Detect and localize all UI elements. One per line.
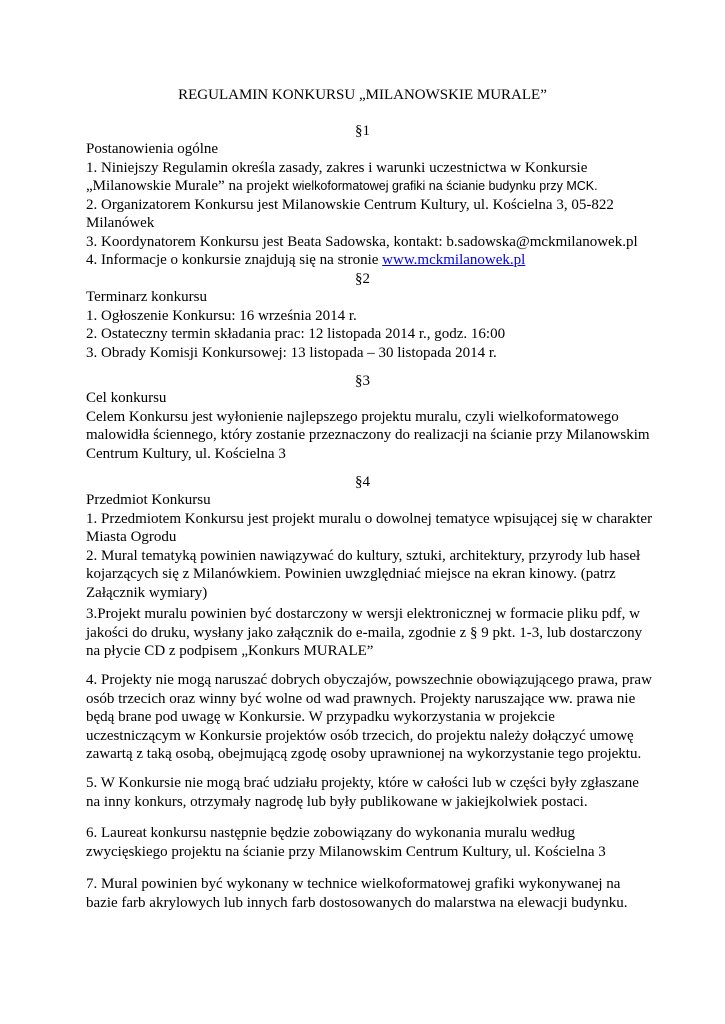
section-4-line: będą brane pod uwagę w Konkursie. W przypadku wykorzystania w projekcie — [86, 709, 555, 725]
section-4-line: zwycięskiego projektu na ścianie przy Milanowskim Centrum Kultury, ul. Kościelna 3 — [86, 843, 606, 860]
section-4-line: jakości do druku, wysłany jako załącznik do e-maila, zgodnie z § 9 pkt. 1-3, lub dostarczony — [86, 624, 643, 641]
section-4-symbol: §4 — [355, 474, 370, 490]
section-4-line: 5. W Konkursie nie mogą brać udziału projekty, które w całości lub w części były zgłaszane — [86, 775, 639, 791]
section-4-paragraph-3 — [86, 605, 646, 661]
section-4-line: Miasta Ogrodu — [86, 529, 177, 545]
section-1-symbol: §1 — [355, 123, 370, 139]
section-3-heading: Cel konkursu — [86, 390, 167, 406]
website-link[interactable]: www.mckmilanowek.pl — [382, 252, 526, 268]
section-4-line: 1. Przedmiotem Konkursu jest projekt muralu o dowolnej tematyce wpisującej się w charakter — [86, 510, 653, 527]
section-4-line: 4. Projekty nie mogą naruszać dobrych obyczajów, powszechnie obowiązującego prawa, praw — [86, 672, 652, 688]
section-4-paragraph-6 — [86, 824, 646, 861]
section-4-line: na inny konkurs, otrzymały nagrodę lub były publikowane w jakiejkolwiek postaci. — [86, 793, 588, 810]
section-2-heading: Terminarz konkursu — [86, 289, 207, 305]
section-4 — [86, 491, 653, 602]
section-4-heading: Przedmiot Konkursu — [86, 492, 211, 508]
section-1-line — [86, 251, 646, 270]
section-2-line: 3. Obrady Komisji Konkursowej: 13 listopada – 30 listopada 2014 r. — [86, 344, 497, 361]
section-4-line: 7. Mural powinien być wykonany w technice wielkoformatowej grafiki wykonywanej na — [86, 876, 621, 892]
section-1-heading: Postanowienia ogólne — [86, 141, 219, 157]
section-2-line: 2. Ostateczny termin składania prac: 12 listopada 2014 r., godz. 16:00 — [86, 326, 506, 342]
section-4-paragraph-4 — [86, 671, 652, 764]
section-3-line: malowidła ściennego, który zostanie przeznaczony do realizacji na ścianie przy Milanowskim — [86, 427, 650, 443]
section-1-line: 1. Niniejszy Regulamin określa zasady, zakres i warunki uczestnictwa w Konkursie — [86, 159, 588, 176]
section-1-line-small: wielkoformatowej grafiki na ścianie budynku przy MCK. — [292, 179, 598, 193]
section-1 — [86, 140, 646, 270]
section-3-line: Centrum Kultury, ul. Kościelna 3 — [86, 445, 286, 462]
section-1-line — [86, 177, 646, 196]
section-3-symbol: §3 — [355, 373, 370, 389]
section-1-line: Milanówek — [86, 215, 155, 231]
section-4-line: kojarzących się z Milanówkiem. Powinien uwzględniać miejsce na ekran kinowy. (patrz — [86, 566, 616, 582]
section-1-line: 2. Organizatorem Konkursu jest Milanowskie Centrum Kultury, ul. Kościelna 3, 05-822 — [86, 196, 614, 213]
section-4-line: na płycie CD z podpisem „Konkurs MURALE” — [86, 643, 374, 659]
section-4-line: osób trzecich oraz winny być wolne od wad prawnych. Projekty naruszające ww. prawa nie — [86, 690, 636, 707]
section-2-symbol: §2 — [355, 271, 370, 287]
section-1-line: 3. Koordynatorem Konkursu jest Beata Sadowska, kontakt: b.sadowska@mckmilanowek.pl — [86, 233, 638, 250]
section-1-line-part: „Milanowskie Murale” na projekt — [86, 178, 293, 194]
section-4-line: uczestniczącym w Konkursie projektów osób trzecich, do projektu należy dołączyć umowę — [86, 727, 634, 744]
section-4-line: Załącznik wymiary) — [86, 584, 208, 601]
section-4-line: 2. Mural tematyką powinien nawiązywać do kultury, sztuki, architektury, przyrody lub haseł — [86, 547, 641, 564]
document-title: REGULAMIN KONKURSU „MILANOWSKIE MURALE” — [178, 87, 547, 103]
section-3-line: Celem Konkursu jest wyłonienie najlepszego projektu muralu, czyli wielkoformatowego — [86, 408, 619, 425]
section-4-paragraph-5 — [86, 774, 646, 811]
section-4-line: 6. Laureat konkursu następnie będzie zobowiązany do wykonania muralu według — [86, 825, 576, 841]
section-2-line: 1. Ogłoszenie Konkursu: 16 września 2014 r. — [86, 307, 357, 324]
section-1-line-part: 4. Informacje o konkursie znajdują się na stronie — [86, 252, 383, 268]
section-4-line: 3.Projekt muralu powinien być dostarczony w wersji elektronicznej w formacie pliku pdf, w — [86, 606, 641, 622]
section-4-paragraph-7 — [86, 875, 646, 912]
section-3 — [86, 389, 650, 463]
section-4-line: bazie farb akrylowych lub innych farb dostosowanych do malarstwa na elewacji budynku. — [86, 894, 628, 911]
section-4-line: zawartą z taką osobą, obejmującą zgodę osoby uprawnionej na wykorzystanie tego projektu. — [86, 746, 642, 762]
section-2 — [86, 288, 646, 362]
